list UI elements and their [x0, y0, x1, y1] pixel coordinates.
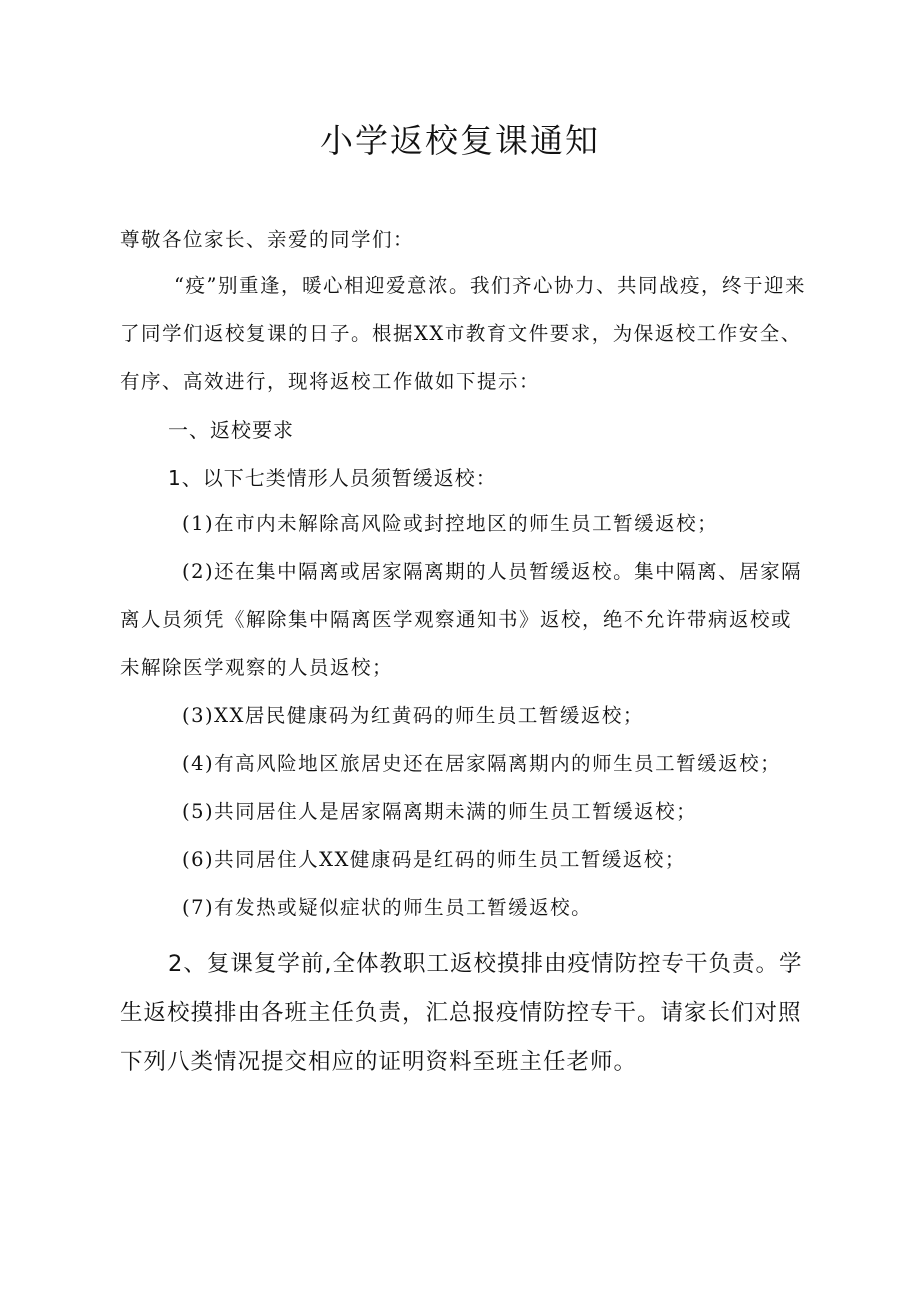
- intro-text: “疫”别重逢，暖心相迎爱意浓。我们齐心协力、共同战疫，终于迎来了同学们返校复课的日子。根据XX市教育文件要求，为保返校工作安全、有序、高效进行，现将返校工作做如下提示：: [120, 274, 806, 393]
- document-title: 小学返校复课通知: [320, 121, 600, 160]
- greeting-text: 尊敬各位家长、亲爱的同学们：: [120, 228, 415, 251]
- list-item: (5)共同居住人是居家隔离期未满的师生员工暂缓返校；: [182, 800, 698, 823]
- subsection-heading-seven-cases: 1、以下七类情形人员须暂缓返校：: [168, 466, 497, 490]
- list-item: (6)共同居住人XX健康码是红码的师生员工暂缓返校；: [182, 848, 686, 871]
- intro-paragraph: [120, 262, 810, 406]
- list-item: (4)有高风险地区旅居史还在居家隔离期内的师生员工暂缓返校；: [182, 752, 782, 775]
- case-list: [120, 500, 810, 932]
- list-item: (1)在市内未解除高风险或封控地区的师生员工暂缓返校；: [182, 512, 719, 535]
- list-item: (2)还在集中隔离或居家隔离期的人员暂缓返校。集中隔离、居家隔离人员须凭《解除集中隔离医学观察通知书》返校，绝不允许带病返校或未解除医学观察的人员返校；: [120, 560, 803, 679]
- list-item: (3)XX居民健康码为红黄码的师生员工暂缓返校；: [182, 704, 644, 727]
- list-item: (7)有发热或疑似症状的师生员工暂缓返校。: [182, 896, 593, 919]
- section-heading-return-requirements: 一、返校要求: [168, 418, 294, 442]
- greeting: [120, 216, 810, 264]
- subsection-2-paragraph: 2、复课复学前,全体教职工返校摸排由疫情防控专干负责。学生返校摸排由各班主任负责，汇总报疫情防控专干。请家长们对照下列八类情况提交相应的证明资料至班主任老师。: [120, 951, 803, 1075]
